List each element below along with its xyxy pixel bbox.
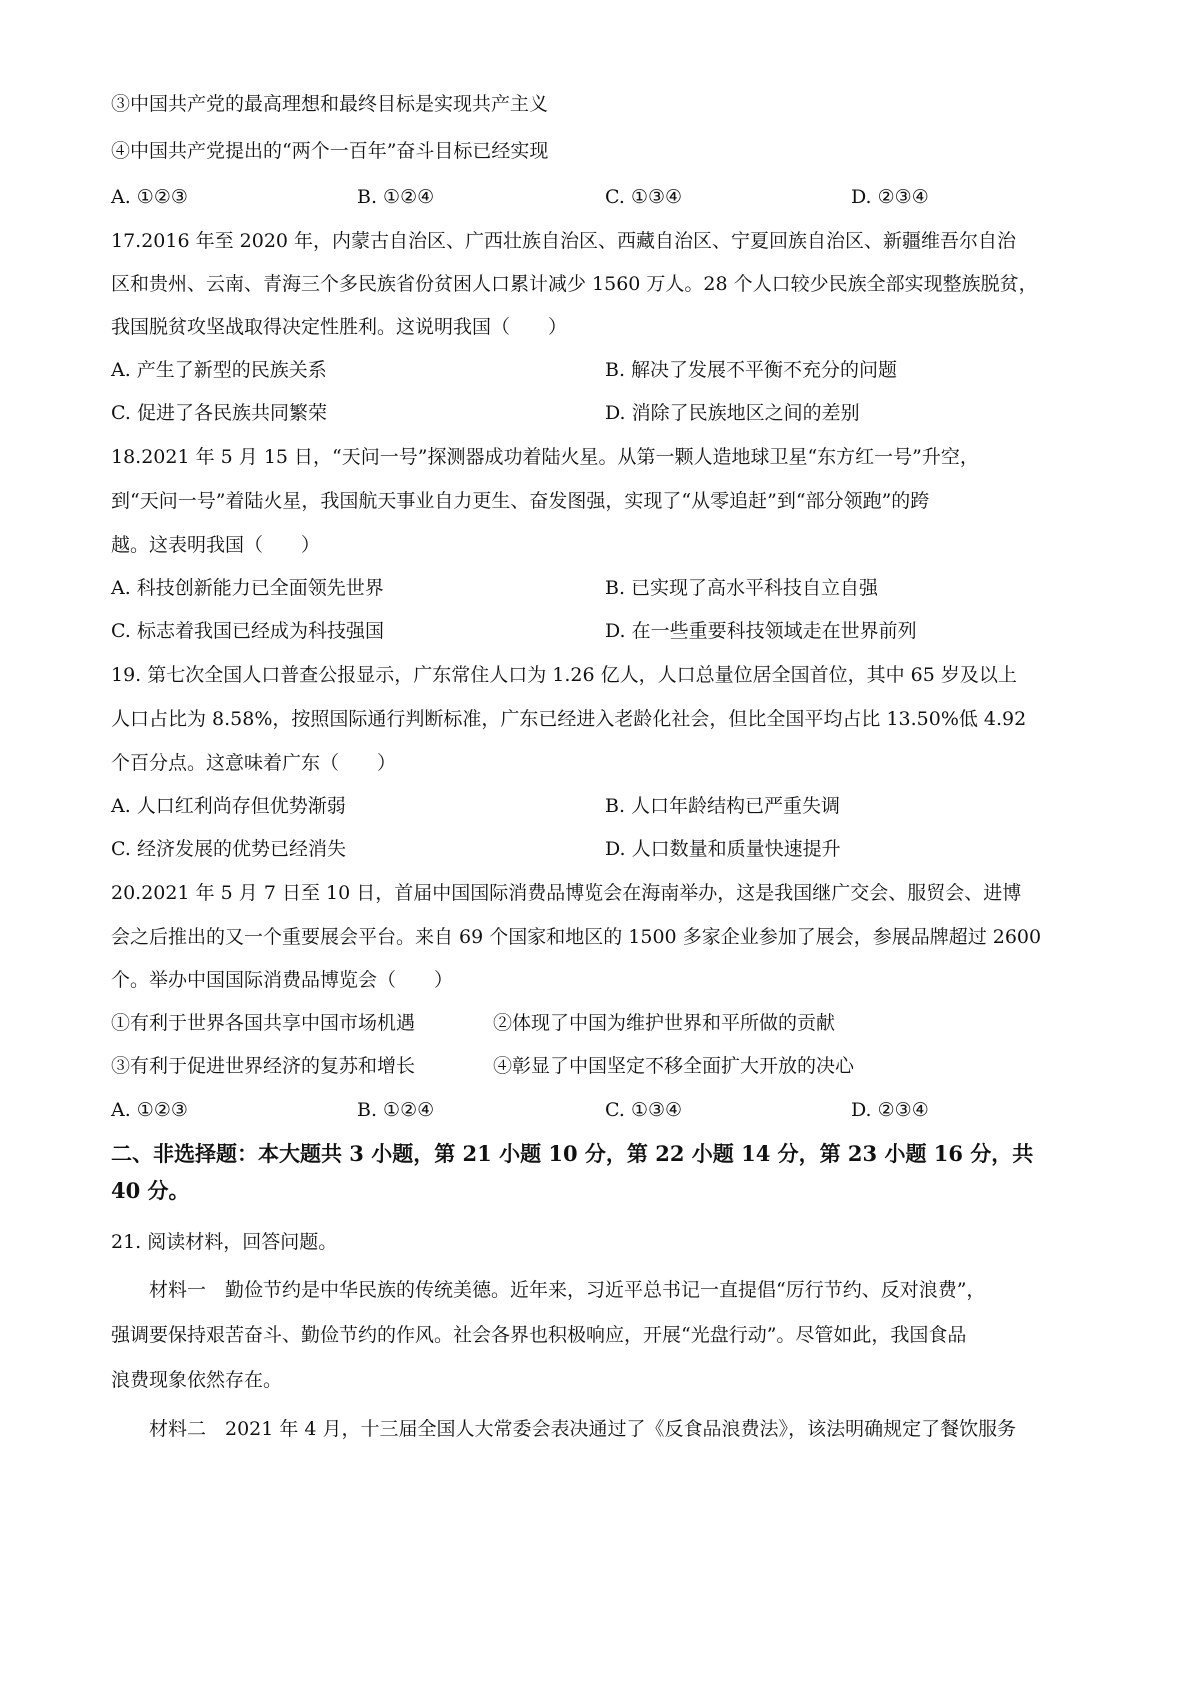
q18-option-a: A. 科技创新能力已全面领先世界	[111, 577, 384, 599]
section-2-heading-line-2: 40 分。	[111, 1178, 190, 1203]
q19-option-b: B. 人口年龄结构已严重失调	[605, 795, 841, 817]
q21-material-1-line-3: 浪费现象依然存在。	[111, 1369, 283, 1391]
q17-line-2: 区和贵州、云南、青海三个多民族省份贫困人口累计减少 1560 万人。28 个人口较少民族全部实现整族脱贫，	[111, 273, 1038, 295]
q16-option-c: C. ①③④	[605, 186, 683, 208]
q19-option-c: C. 经济发展的优势已经消失	[111, 838, 346, 860]
q17-option-c: C. 促进了各民族共同繁荣	[111, 402, 327, 424]
q17-option-d: D. 消除了民族地区之间的差别	[605, 402, 860, 424]
q17-line-3: 我国脱贫攻坚战取得决定性胜利。这说明我国（ ）	[111, 316, 568, 338]
q16-option-d: D. ②③④	[851, 186, 929, 208]
q21-material-1-line-1: 材料一 勤俭节约是中华民族的传统美德。近年来，习近平总书记一直提倡“厉行节约、反对浪费”，	[111, 1279, 986, 1301]
q18-option-b: B. 已实现了高水平科技自立自强	[605, 577, 879, 599]
q20-item-3: ③有利于促进世界经济的复苏和增长	[111, 1055, 416, 1077]
q16-item-4: ④中国共产党提出的“两个一百年”奋斗目标已经实现	[111, 140, 549, 162]
q17-option-a: A. 产生了新型的民族关系	[111, 359, 327, 381]
q18-line-2: 到“天问一号”着陆火星，我国航天事业自力更生、奋发图强，实现了“从零追赶”到“部分领跑”的跨	[111, 490, 930, 512]
section-2-heading-line-1: 二、非选择题：本大题共 3 小题，第 21 小题 10 分，第 22 小题 14 分，第 23 小题 16 分，共	[111, 1141, 1034, 1166]
q17-option-b: B. 解决了发展不平衡不充分的问题	[605, 359, 898, 381]
q19-line-1: 19. 第七次全国人口普查公报显示，广东常住人口为 1.26 亿人，人口总量位居全国首位，其中 65 岁及以上	[111, 664, 1017, 686]
q18-line-1: 18.2021 年 5 月 15 日，“天问一号”探测器成功着陆火星。从第一颗人造地球卫星“东方红一号”升空，	[111, 446, 979, 468]
q20-option-b: B. ①②④	[357, 1099, 435, 1121]
q16-option-b: B. ①②④	[357, 186, 435, 208]
q21-stem: 21. 阅读材料，回答问题。	[111, 1231, 338, 1253]
q19-line-3: 个百分点。这意味着广东（ ）	[111, 752, 397, 774]
q18-option-d: D. 在一些重要科技领域走在世界前列	[605, 620, 917, 642]
q19-option-d: D. 人口数量和质量快速提升	[605, 838, 841, 860]
q20-item-1: ①有利于世界各国共享中国市场机遇	[111, 1012, 416, 1034]
q19-line-2: 人口占比为 8.58%，按照国际通行判断标准，广东已经进入老龄化社会，但比全国平均占比 13.50%低 4.92	[111, 708, 1027, 730]
q20-option-c: C. ①③④	[605, 1099, 683, 1121]
q17-line-1: 17.2016 年至 2020 年，内蒙古自治区、广西壮族自治区、西藏自治区、宁夏回族自治区、新疆维吾尔自治	[111, 230, 1017, 252]
q19-option-a: A. 人口红利尚存但优势渐弱	[111, 795, 346, 817]
q20-item-4: ④彰显了中国坚定不移全面扩大开放的决心	[493, 1055, 855, 1077]
q18-option-c: C. 标志着我国已经成为科技强国	[111, 620, 384, 642]
q16-item-3: ③中国共产党的最高理想和最终目标是实现共产主义	[111, 93, 549, 115]
q20-option-d: D. ②③④	[851, 1099, 929, 1121]
q20-line-1: 20.2021 年 5 月 7 日至 10 日，首届中国国际消费品博览会在海南举办，这是我国继广交会、服贸会、进博	[111, 882, 1022, 904]
q20-option-a: A. ①②③	[111, 1099, 188, 1121]
q20-line-2: 会之后推出的又一个重要展会平台。来自 69 个国家和地区的 1500 多家企业参加了展会，参展品牌超过 2600	[111, 926, 1042, 948]
q20-line-3: 个。举办中国国际消费品博览会（ ）	[111, 969, 454, 991]
q21-material-2-line-1: 材料二 2021 年 4 月，十三届全国人大常委会表决通过了《反食品浪费法》，该法明确规定了餐饮服务	[111, 1418, 1017, 1440]
q18-line-3: 越。这表明我国（ ）	[111, 534, 321, 556]
q20-item-2: ②体现了中国为维护世界和平所做的贡献	[493, 1012, 836, 1034]
q16-option-a: A. ①②③	[111, 186, 188, 208]
q21-material-1-line-2: 强调要保持艰苦奋斗、勤俭节约的作风。社会各界也积极响应，开展“光盘行动”。尽管如此，我国食品	[111, 1324, 967, 1346]
